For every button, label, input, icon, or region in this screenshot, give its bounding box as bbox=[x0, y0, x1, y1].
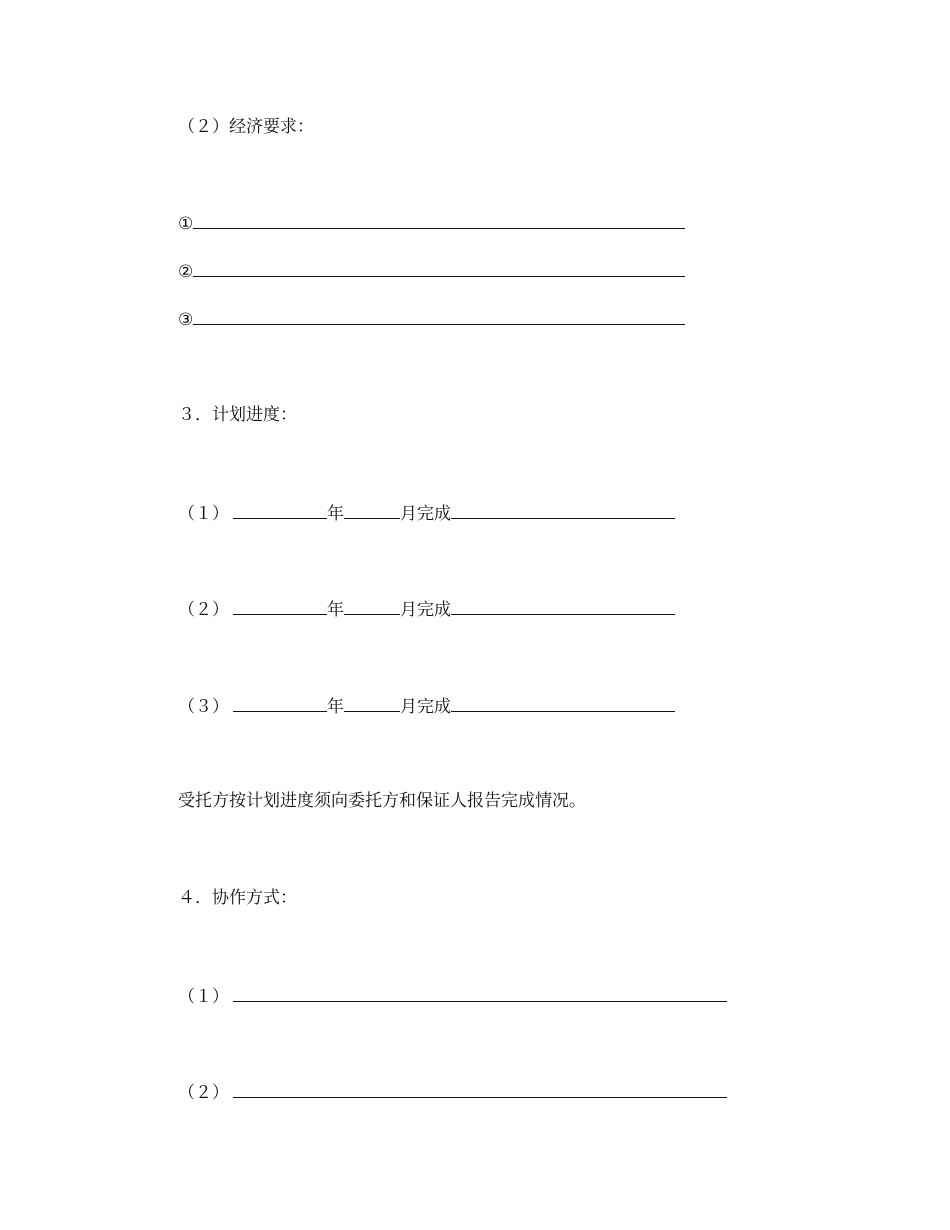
economic-item-2 bbox=[178, 258, 685, 283]
cooperation-heading: ４．协作方式： bbox=[178, 888, 297, 908]
month-complete-label: 月完成 bbox=[400, 504, 451, 524]
task-blank[interactable] bbox=[451, 596, 675, 615]
economic-item-3 bbox=[178, 306, 685, 331]
month-complete-label: 月完成 bbox=[400, 697, 451, 717]
cooperation-item-2 bbox=[178, 1079, 727, 1104]
task-blank[interactable] bbox=[451, 693, 675, 712]
fill-in-blank[interactable] bbox=[193, 210, 685, 229]
economic-item-1 bbox=[178, 210, 685, 235]
item-marker: （１） bbox=[178, 987, 229, 1007]
schedule-item-1 bbox=[178, 500, 675, 525]
year-blank[interactable] bbox=[233, 500, 327, 519]
year-label: 年 bbox=[327, 600, 344, 620]
fill-in-blank[interactable] bbox=[193, 258, 685, 277]
economic-requirements-heading: （２）经济要求： bbox=[178, 117, 314, 137]
item-marker: （２） bbox=[178, 600, 229, 620]
month-blank[interactable] bbox=[344, 693, 400, 712]
task-blank[interactable] bbox=[451, 500, 675, 519]
fill-in-blank[interactable] bbox=[193, 306, 685, 325]
fill-in-blank[interactable] bbox=[233, 983, 727, 1002]
year-blank[interactable] bbox=[233, 693, 327, 712]
item-marker: ① bbox=[178, 214, 194, 234]
item-marker: （３） bbox=[178, 697, 229, 717]
item-marker: ② bbox=[178, 262, 194, 282]
month-complete-label: 月完成 bbox=[400, 600, 451, 620]
schedule-heading: ３．计划进度： bbox=[178, 405, 297, 425]
month-blank[interactable] bbox=[344, 500, 400, 519]
item-marker: ③ bbox=[178, 310, 194, 330]
year-label: 年 bbox=[327, 504, 344, 524]
year-label: 年 bbox=[327, 697, 344, 717]
item-marker: （１） bbox=[178, 504, 229, 524]
cooperation-item-1 bbox=[178, 983, 727, 1008]
schedule-item-3 bbox=[178, 693, 675, 718]
item-marker: （２） bbox=[178, 1083, 229, 1103]
schedule-item-2 bbox=[178, 596, 675, 621]
fill-in-blank[interactable] bbox=[233, 1079, 727, 1098]
schedule-report-note: 受托方按计划进度须向委托方和保证人报告完成情况。 bbox=[178, 791, 586, 811]
year-blank[interactable] bbox=[233, 596, 327, 615]
month-blank[interactable] bbox=[344, 596, 400, 615]
